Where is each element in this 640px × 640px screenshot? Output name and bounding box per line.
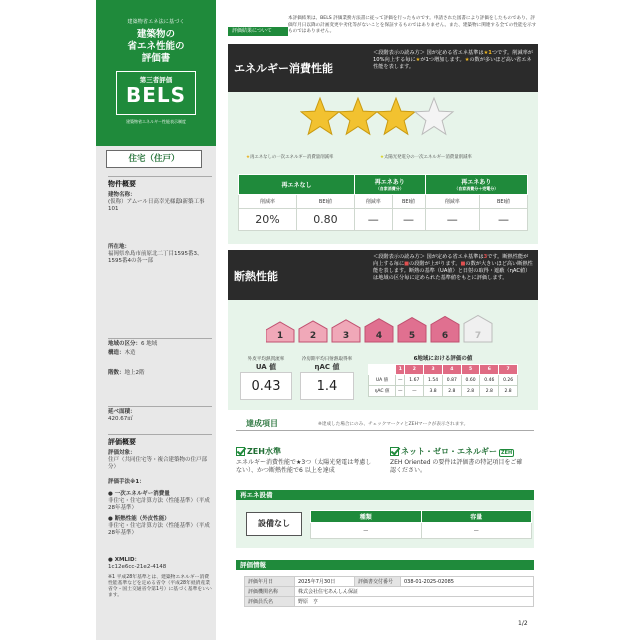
rate-value: —: [425, 209, 479, 231]
region-block: [108, 338, 212, 348]
ua-value: 0.43: [240, 372, 292, 400]
footnote: ※1 平成28年基準とは、建築物エネルギー消費性能基準などを定める省令（平成28年経済産業省令・国土交通省令第1号）に基づく基準をいいます。: [108, 575, 212, 598]
star-legend-icon: ★: [246, 155, 250, 160]
grade-head: 7: [499, 365, 518, 375]
grade-head: 6: [480, 365, 499, 375]
rate-label: 削減率: [239, 195, 297, 209]
insulation-step-5: [398, 318, 426, 342]
star-filled-icon: [377, 98, 415, 134]
org-value: 株式会社住宅あんしん保証: [295, 587, 534, 597]
grade-head: 2: [405, 365, 424, 375]
region-value: 6 地域: [141, 341, 158, 347]
insulation-table: 1 2 3 4 5 6 7 UA 値 — 1.67 1.54 0.87 0.60 0.46 0.26 ηAC 値 — — 3.8 2.8 2.8 2.8 2.8: [368, 364, 518, 397]
structure-block: [108, 350, 212, 357]
achievements-note: ※達成した場合にのみ、チェックマーク✓とZEHマークが表示されます。: [318, 422, 469, 427]
divider: [108, 176, 212, 177]
floor-area-label: 延べ面積：: [108, 409, 136, 415]
date-value: 2025年7月30日: [295, 577, 355, 587]
energy-stars: [300, 96, 460, 140]
col-renewable-self: 再エネあり （自家消費分）: [354, 175, 425, 195]
divider: [236, 430, 534, 431]
zeh-text: エネルギー消費性能で★3つ（太陽光発電は考慮しない）、かつ断熱性能で6 以上を達成: [236, 459, 372, 474]
method-insulation: 非住宅・住宅計算方法（性能基準）（平成28年基準）: [108, 523, 210, 536]
building-name-label: 建物名称：: [108, 192, 136, 198]
floor-area-block: [108, 406, 212, 423]
achievements-heading: 達成項目: [246, 419, 278, 428]
legend-no-renewable: ★再エネなしの一次エネルギー消費量削減率: [246, 155, 334, 160]
xml-id: 1c12e6cc-21e2-4148: [108, 564, 167, 570]
date-label: 評価年月日: [245, 577, 295, 587]
renewable-heading: 再エネ設備: [236, 490, 534, 500]
star-legend-icon: ★: [380, 155, 384, 160]
bei-value: —: [392, 209, 425, 231]
type-value: —: [311, 523, 422, 539]
eta-value: 1.4: [300, 372, 354, 400]
address: 福岡県糸島市前原北二丁目1595番3、1595番4の各一部: [108, 251, 203, 264]
step-label: 6: [441, 331, 449, 341]
bei-label: BEI値: [296, 195, 354, 209]
floors-block: [108, 370, 212, 377]
eta-label: 冷房期平均日射熱取得率 ηAC 値: [301, 357, 353, 371]
rate-value: —: [354, 209, 392, 231]
rate-value: 20%: [239, 209, 297, 231]
insulation-step-7: [464, 315, 492, 342]
rate-label: 削減率: [425, 195, 479, 209]
bei-value: —: [480, 209, 528, 231]
bei-value: 0.80: [296, 209, 354, 231]
method-label: 評価手法※1：: [108, 479, 145, 485]
eval-target: 住戸（共同住宅等・複合建築物の住戸部分）: [108, 457, 208, 470]
checkbox-icon: [236, 447, 245, 456]
report-label: 評価結果について: [228, 27, 288, 36]
bels-logo-box: [116, 71, 196, 115]
address-block: [108, 244, 212, 265]
eval-info-table: [244, 576, 534, 607]
step-label: 3: [342, 331, 350, 341]
insulation-header: [228, 250, 538, 300]
net-zero-text: ZEH Oriented の要件は評価書の特記項目をご確認ください。: [390, 459, 523, 474]
floors-value: 地上2階: [124, 370, 145, 376]
property-overview: [108, 176, 212, 213]
bels-subtitle: 第三者評価: [139, 76, 173, 84]
bei-label: BEI値: [392, 195, 425, 209]
number-label: 評価書交付番号: [355, 577, 401, 587]
floors-label: 階数：: [108, 370, 125, 376]
insulation-step-1: [266, 322, 294, 342]
title-line: 省エネ性能の: [127, 41, 185, 52]
capacity-value: —: [421, 523, 532, 539]
grade-head: 4: [442, 365, 461, 375]
energy-note: ＜段階表示の読み方＞ 国が定める省エネ基準は★1つです。削減率が10%向上する毎に★が1つ増加します。★の数が多いほど高い省エネ性能を表します。: [373, 50, 533, 70]
divider: [108, 338, 212, 339]
title-line: 評価書: [141, 53, 171, 64]
star-filled-icon: [301, 98, 339, 134]
energy-header: [228, 44, 538, 92]
eval-heading: 評価概要: [108, 438, 136, 446]
evaluation-overview: [108, 434, 212, 599]
region-label: 地域の区分：: [108, 341, 142, 347]
bels-logo: BELS: [125, 83, 187, 107]
col-renewable-sell: 再エネあり （自家消費分＋売電分）: [425, 175, 527, 195]
sidebar-header: [96, 0, 216, 146]
ua-label: 外皮平均熱貫流率 UA 値: [247, 357, 285, 371]
insulation-table-title: 6地域における評価の値: [413, 356, 473, 362]
structure-label: 構造：: [108, 350, 125, 356]
step-label: 4: [375, 331, 383, 341]
step-label: 5: [408, 331, 416, 341]
bels-note: 建築物省エネルギー性能表示制度: [126, 119, 186, 124]
energy-table: [238, 174, 528, 231]
org-label: 評価機関名称: [245, 587, 295, 597]
address-label: 所在地：: [108, 244, 131, 250]
method-insulation-label: ● 断熱性能（外皮性能）: [108, 516, 170, 522]
renewable-status: 設備なし: [246, 512, 302, 536]
page-number: 1/2: [518, 620, 528, 627]
disclaimer: 本評価結果は、BELS 評価業務方法書に従って評価を行ったものです。申請された図書により評価をしたものであり、評価年月日以降の計画変更や劣化等がないことを保証するものではありません。また、建築物に関連する全ての性能を示すものではありません。: [288, 16, 537, 34]
step-label: 7: [474, 331, 482, 341]
building-name: (仮称）アムール日高幸光様邸Ⅰ新築工事 101: [108, 199, 211, 212]
col-no-renewable: 再エネなし: [239, 175, 355, 195]
zeh-badge: ZEH: [501, 450, 513, 456]
number-value: 038-01-2025-02085: [401, 577, 534, 587]
col-type: 種類: [311, 511, 422, 523]
legend-solar: ★太陽光発電分の一次エネルギー消費量削減率: [380, 155, 472, 160]
insulation-step-6: [431, 317, 459, 343]
eta-row-label: ηAC 値: [369, 386, 396, 397]
renewable-table: [310, 510, 532, 539]
zeh-title: ZEH水準: [247, 447, 281, 456]
divider: [108, 406, 212, 407]
grade-head: 1: [396, 365, 405, 375]
structure-value: 木造: [124, 350, 136, 356]
net-zero-title: ネット・ゼロ・エネルギー: [401, 447, 497, 456]
grade-head: 5: [461, 365, 480, 375]
eval-target-label: 評価対象：: [108, 450, 136, 456]
insulation-steps: [266, 314, 496, 344]
method-energy-label: ● 一次エネルギー消費量: [108, 491, 170, 497]
title-line: 建築物の: [136, 29, 175, 40]
energy-title: エネルギー消費性能: [234, 62, 333, 75]
document-title: [96, 29, 216, 65]
person-label: 評価員氏名: [245, 597, 295, 607]
rate-label: 削減率: [354, 195, 392, 209]
checkbox-icon: [390, 447, 399, 456]
step-label: 1: [276, 331, 284, 341]
bei-label: BEI値: [480, 195, 528, 209]
step-label: 2: [309, 331, 317, 341]
ua-row-label: UA 値: [369, 375, 396, 386]
insulation-step-2: [299, 321, 327, 342]
insulation-title: 断熱性能: [234, 270, 278, 283]
xml-label: ● XMLID：: [108, 557, 141, 563]
method-energy: 非住宅・住宅計算方法（性能基準）（平成28年基準）: [108, 498, 210, 511]
person-value: 野原 亨: [295, 597, 534, 607]
zeh-item: [236, 446, 386, 475]
grade-head: 3: [424, 365, 443, 375]
floor-area: 420.67㎡: [108, 416, 133, 422]
star-filled-icon: [339, 98, 377, 134]
star-empty-icon: [415, 98, 453, 134]
header-subtitle: 建築物省エネ法に基づく: [127, 19, 185, 25]
house-type-badge: 住宅（住戸）: [106, 150, 202, 168]
overview-heading: 物件概要: [108, 180, 136, 188]
col-capacity: 容量: [421, 511, 532, 523]
insulation-step-3: [332, 320, 360, 342]
net-zero-item: [390, 446, 536, 475]
insulation-step-4: [365, 319, 393, 342]
eval-info-heading: 評価情報: [236, 560, 534, 570]
insulation-note: ＜段階表示の読み方＞ 国が定める省エネ基準は3です。断熱性能が向上する毎に■の段階が上がります。■の数が大きいほど高い断熱性能を表します。断熱の基準（UA値）と日射の取得・遮蔽（ηAC値）は地域の区分毎に定められた基準値をもとに評価します。: [373, 254, 533, 281]
divider: [108, 434, 212, 435]
